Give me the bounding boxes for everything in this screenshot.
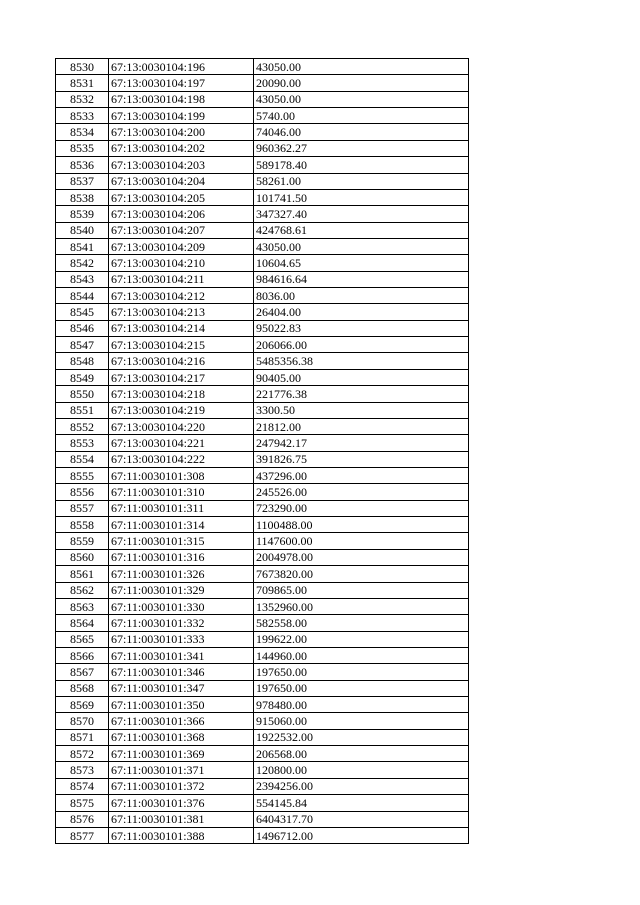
value-cell: 1922532.00 <box>254 729 469 745</box>
table-row <box>56 108 469 124</box>
row-number-cell: 8576 <box>56 811 109 827</box>
cadastral-number-cell: 67:11:0030101:311 <box>109 500 254 516</box>
row-number-cell: 8569 <box>56 697 109 713</box>
table-row <box>56 598 469 614</box>
value-cell: 245526.00 <box>254 484 469 500</box>
cadastral-number-cell: 67:13:0030104:200 <box>109 124 254 140</box>
cadastral-number-cell: 67:13:0030104:215 <box>109 337 254 353</box>
value-cell: 43050.00 <box>254 91 469 107</box>
table-row <box>56 238 469 254</box>
row-number-cell: 8534 <box>56 124 109 140</box>
value-cell: 424768.61 <box>254 222 469 238</box>
value-cell: 2004978.00 <box>254 549 469 565</box>
value-cell: 347327.40 <box>254 206 469 222</box>
row-number-cell: 8533 <box>56 108 109 124</box>
cadastral-number-cell: 67:13:0030104:209 <box>109 238 254 254</box>
table-row <box>56 566 469 582</box>
cadastral-number-cell: 67:13:0030104:205 <box>109 189 254 205</box>
table-row <box>56 746 469 762</box>
cadastral-number-cell: 67:13:0030104:198 <box>109 91 254 107</box>
table-row <box>56 778 469 794</box>
value-cell: 723290.00 <box>254 500 469 516</box>
cadastral-number-cell: 67:11:0030101:376 <box>109 795 254 811</box>
cadastral-number-cell: 67:13:0030104:222 <box>109 451 254 467</box>
row-number-cell: 8563 <box>56 598 109 614</box>
row-number-cell: 8552 <box>56 418 109 434</box>
row-number-cell: 8555 <box>56 467 109 483</box>
table-row <box>56 811 469 827</box>
value-cell: 8036.00 <box>254 288 469 304</box>
table-row <box>56 206 469 222</box>
cadastral-number-cell: 67:11:0030101:371 <box>109 762 254 778</box>
value-cell: 3300.50 <box>254 402 469 418</box>
cadastral-number-cell: 67:11:0030101:381 <box>109 811 254 827</box>
row-number-cell: 8566 <box>56 647 109 663</box>
row-number-cell: 8559 <box>56 533 109 549</box>
cadastral-number-cell: 67:13:0030104:197 <box>109 75 254 91</box>
row-number-cell: 8554 <box>56 451 109 467</box>
table-row <box>56 500 469 516</box>
cadastral-number-cell: 67:11:0030101:341 <box>109 647 254 663</box>
cadastral-number-cell: 67:11:0030101:308 <box>109 467 254 483</box>
table-row <box>56 647 469 663</box>
table-row <box>56 124 469 140</box>
cadastral-number-cell: 67:13:0030104:216 <box>109 353 254 369</box>
value-cell: 589178.40 <box>254 157 469 173</box>
cadastral-number-cell: 67:11:0030101:332 <box>109 615 254 631</box>
table-row <box>56 713 469 729</box>
row-number-cell: 8556 <box>56 484 109 500</box>
table-row <box>56 386 469 402</box>
cadastral-number-cell: 67:11:0030101:310 <box>109 484 254 500</box>
cadastral-number-cell: 67:13:0030104:199 <box>109 108 254 124</box>
table-row <box>56 615 469 631</box>
table-row <box>56 320 469 336</box>
row-number-cell: 8562 <box>56 582 109 598</box>
value-cell: 960362.27 <box>254 140 469 156</box>
value-cell: 144960.00 <box>254 647 469 663</box>
table-row <box>56 337 469 353</box>
value-cell: 221776.38 <box>254 386 469 402</box>
cadastral-number-cell: 67:13:0030104:196 <box>109 59 254 75</box>
row-number-cell: 8542 <box>56 255 109 271</box>
row-number-cell: 8544 <box>56 288 109 304</box>
cadastral-number-cell: 67:11:0030101:369 <box>109 746 254 762</box>
value-cell: 199622.00 <box>254 631 469 647</box>
row-number-cell: 8550 <box>56 386 109 402</box>
value-cell: 1147600.00 <box>254 533 469 549</box>
cadastral-number-cell: 67:13:0030104:210 <box>109 255 254 271</box>
row-number-cell: 8561 <box>56 566 109 582</box>
table-row <box>56 533 469 549</box>
row-number-cell: 8532 <box>56 91 109 107</box>
cadastral-number-cell: 67:11:0030101:372 <box>109 778 254 794</box>
cadastral-number-cell: 67:13:0030104:206 <box>109 206 254 222</box>
table-row <box>56 484 469 500</box>
row-number-cell: 8545 <box>56 304 109 320</box>
value-cell: 197650.00 <box>254 680 469 696</box>
value-cell: 554145.84 <box>254 795 469 811</box>
value-cell: 206568.00 <box>254 746 469 762</box>
cadastral-number-cell: 67:13:0030104:204 <box>109 173 254 189</box>
cadastral-number-cell: 67:11:0030101:314 <box>109 517 254 533</box>
table-row <box>56 157 469 173</box>
value-cell: 7673820.00 <box>254 566 469 582</box>
row-number-cell: 8553 <box>56 435 109 451</box>
value-cell: 437296.00 <box>254 467 469 483</box>
value-cell: 197650.00 <box>254 664 469 680</box>
table-row <box>56 517 469 533</box>
cadastral-number-cell: 67:11:0030101:333 <box>109 631 254 647</box>
row-number-cell: 8546 <box>56 320 109 336</box>
row-number-cell: 8549 <box>56 369 109 385</box>
row-number-cell: 8570 <box>56 713 109 729</box>
table-row <box>56 75 469 91</box>
value-cell: 978480.00 <box>254 697 469 713</box>
value-cell: 2394256.00 <box>254 778 469 794</box>
value-cell: 582558.00 <box>254 615 469 631</box>
table-row <box>56 91 469 107</box>
row-number-cell: 8531 <box>56 75 109 91</box>
table-body <box>56 59 469 844</box>
value-cell: 20090.00 <box>254 75 469 91</box>
value-cell: 984616.64 <box>254 271 469 287</box>
value-cell: 391826.75 <box>254 451 469 467</box>
row-number-cell: 8573 <box>56 762 109 778</box>
cadastral-value-table <box>55 58 469 844</box>
cadastral-number-cell: 67:13:0030104:203 <box>109 157 254 173</box>
table-row <box>56 680 469 696</box>
table-row <box>56 582 469 598</box>
row-number-cell: 8572 <box>56 746 109 762</box>
row-number-cell: 8557 <box>56 500 109 516</box>
row-number-cell: 8539 <box>56 206 109 222</box>
table-row <box>56 664 469 680</box>
table-row <box>56 549 469 565</box>
value-cell: 58261.00 <box>254 173 469 189</box>
row-number-cell: 8535 <box>56 140 109 156</box>
row-number-cell: 8547 <box>56 337 109 353</box>
value-cell: 120800.00 <box>254 762 469 778</box>
cadastral-number-cell: 67:11:0030101:326 <box>109 566 254 582</box>
value-cell: 21812.00 <box>254 418 469 434</box>
cadastral-number-cell: 67:11:0030101:330 <box>109 598 254 614</box>
value-cell: 95022.83 <box>254 320 469 336</box>
table-row <box>56 222 469 238</box>
row-number-cell: 8558 <box>56 517 109 533</box>
value-cell: 1352960.00 <box>254 598 469 614</box>
row-number-cell: 8540 <box>56 222 109 238</box>
row-number-cell: 8560 <box>56 549 109 565</box>
value-cell: 5740.00 <box>254 108 469 124</box>
table-row <box>56 827 469 843</box>
cadastral-number-cell: 67:13:0030104:213 <box>109 304 254 320</box>
value-cell: 5485356.38 <box>254 353 469 369</box>
row-number-cell: 8530 <box>56 59 109 75</box>
value-cell: 1496712.00 <box>254 827 469 843</box>
table-row <box>56 173 469 189</box>
table-row <box>56 353 469 369</box>
table-row <box>56 59 469 75</box>
table-row <box>56 402 469 418</box>
cadastral-number-cell: 67:13:0030104:219 <box>109 402 254 418</box>
cadastral-number-cell: 67:11:0030101:368 <box>109 729 254 745</box>
value-cell: 43050.00 <box>254 59 469 75</box>
value-cell: 915060.00 <box>254 713 469 729</box>
table-row <box>56 189 469 205</box>
cadastral-number-cell: 67:13:0030104:202 <box>109 140 254 156</box>
row-number-cell: 8536 <box>56 157 109 173</box>
row-number-cell: 8567 <box>56 664 109 680</box>
table-row <box>56 271 469 287</box>
value-cell: 1100488.00 <box>254 517 469 533</box>
cadastral-number-cell: 67:11:0030101:388 <box>109 827 254 843</box>
cadastral-number-cell: 67:11:0030101:346 <box>109 664 254 680</box>
cadastral-number-cell: 67:11:0030101:315 <box>109 533 254 549</box>
value-cell: 74046.00 <box>254 124 469 140</box>
cadastral-number-cell: 67:13:0030104:207 <box>109 222 254 238</box>
cadastral-number-cell: 67:13:0030104:212 <box>109 288 254 304</box>
row-number-cell: 8543 <box>56 271 109 287</box>
row-number-cell: 8551 <box>56 402 109 418</box>
table-row <box>56 304 469 320</box>
row-number-cell: 8538 <box>56 189 109 205</box>
table-row <box>56 255 469 271</box>
table-row <box>56 729 469 745</box>
value-cell: 709865.00 <box>254 582 469 598</box>
row-number-cell: 8568 <box>56 680 109 696</box>
cadastral-number-cell: 67:13:0030104:217 <box>109 369 254 385</box>
cadastral-number-cell: 67:11:0030101:316 <box>109 549 254 565</box>
table-row <box>56 631 469 647</box>
cadastral-number-cell: 67:13:0030104:220 <box>109 418 254 434</box>
row-number-cell: 8541 <box>56 238 109 254</box>
cadastral-number-cell: 67:11:0030101:347 <box>109 680 254 696</box>
value-cell: 247942.17 <box>254 435 469 451</box>
table-row <box>56 795 469 811</box>
table-row <box>56 369 469 385</box>
row-number-cell: 8537 <box>56 173 109 189</box>
cadastral-number-cell: 67:13:0030104:211 <box>109 271 254 287</box>
table-row <box>56 288 469 304</box>
value-cell: 101741.50 <box>254 189 469 205</box>
row-number-cell: 8574 <box>56 778 109 794</box>
table-row <box>56 467 469 483</box>
value-cell: 90405.00 <box>254 369 469 385</box>
value-cell: 206066.00 <box>254 337 469 353</box>
cadastral-number-cell: 67:11:0030101:366 <box>109 713 254 729</box>
cadastral-number-cell: 67:11:0030101:350 <box>109 697 254 713</box>
value-cell: 43050.00 <box>254 238 469 254</box>
table-row <box>56 418 469 434</box>
row-number-cell: 8571 <box>56 729 109 745</box>
table-row <box>56 140 469 156</box>
row-number-cell: 8564 <box>56 615 109 631</box>
value-cell: 26404.00 <box>254 304 469 320</box>
value-cell: 10604.65 <box>254 255 469 271</box>
table-row <box>56 697 469 713</box>
row-number-cell: 8548 <box>56 353 109 369</box>
row-number-cell: 8575 <box>56 795 109 811</box>
cadastral-number-cell: 67:13:0030104:214 <box>109 320 254 336</box>
row-number-cell: 8565 <box>56 631 109 647</box>
row-number-cell: 8577 <box>56 827 109 843</box>
cadastral-number-cell: 67:11:0030101:329 <box>109 582 254 598</box>
value-cell: 6404317.70 <box>254 811 469 827</box>
table-row <box>56 762 469 778</box>
table-row <box>56 451 469 467</box>
cadastral-number-cell: 67:13:0030104:221 <box>109 435 254 451</box>
cadastral-number-cell: 67:13:0030104:218 <box>109 386 254 402</box>
table-row <box>56 435 469 451</box>
